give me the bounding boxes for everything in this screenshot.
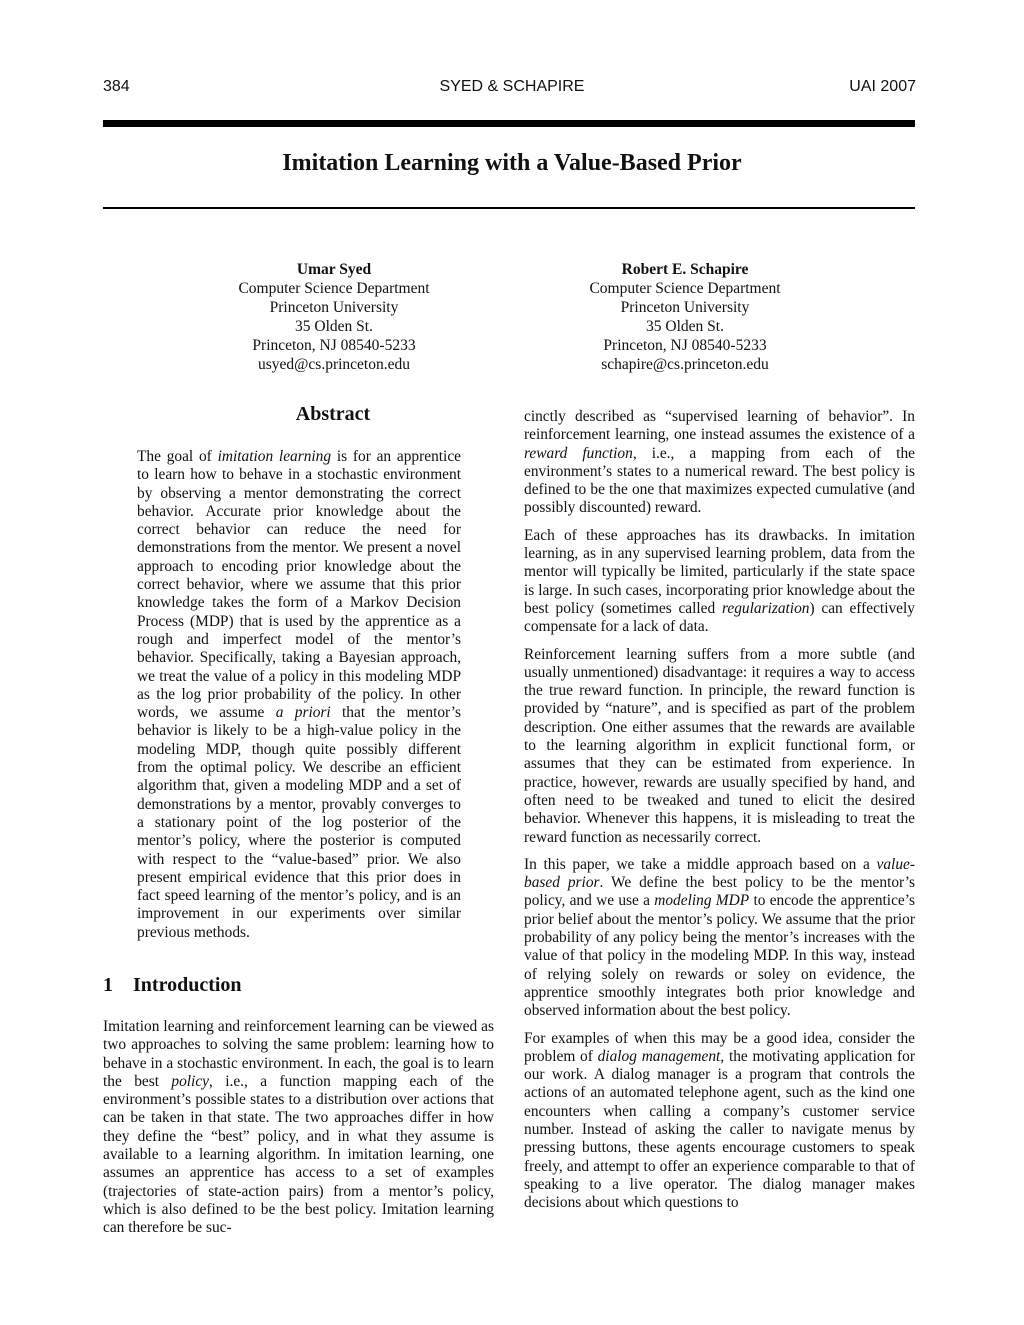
author-name: Umar Syed [296, 261, 372, 278]
introduction-body [103, 1018, 494, 1238]
venue: UAI 2007 [849, 78, 916, 95]
abstract-emphasis: imitation learning [217, 448, 332, 465]
body-text: cinctly described as “supervised learning of behavior”. In reinforcement learning, one instead assumes the existence of a [524, 408, 915, 444]
body-text: . We define the best policy to be the mentor’s policy, and we use a [524, 874, 916, 910]
running-head: SYED & SCHAPIRE [439, 78, 585, 95]
body-text: to encode the apprentice’s prior belief about the mentor’s policy. We assume that the prior probability of any policy being the mentor’s increases with the value of that policy in the modeling MDP. In this way, instead of relying solely on rewards or soley on evidence, the apprentice smoothly integrates both prior knowledge and observed information about the best policy. [524, 892, 915, 1020]
intro-text: Imitation learning and reinforcement learning can be viewed as two approaches to solving the same problem: learning how to behave in a stochastic environment. In each, the goal is to learn the best [103, 1018, 494, 1090]
author-dept: Computer Science Department [589, 280, 781, 297]
author-dept: Computer Science Department [238, 280, 430, 297]
abstract-heading: Abstract [295, 403, 371, 425]
right-column [524, 408, 915, 1221]
author-street: 35 Olden St. [646, 318, 724, 335]
body-text: , the motivating application for our work. A dialog manager is a program that controls the actions of an automated telephone agent, such as the kind one encounters when calling a company’s customer service number. Instead of asking the caller to navigate menus by pressing buttons, these agents encourage customers to speak freely, and attempt to offer an experience comparable to that of speaking to a live operator. The dialog manager makes decisions about which questions to [524, 1047, 915, 1212]
paper-title: Imitation Learning with a Value-Based Prior [282, 150, 742, 176]
author-block-2 [535, 260, 835, 374]
right-paragraph-1 [524, 408, 915, 518]
author-email: schapire@cs.princeton.edu [601, 356, 769, 373]
body-emphasis: dialog management [597, 1047, 721, 1065]
body-emphasis: reward function [524, 444, 633, 462]
body-text: ) can effectively compensate for a lack of data. [524, 599, 915, 636]
title-rule [103, 207, 915, 209]
body-text: In this paper, we take a middle approach based on a [524, 855, 877, 873]
abstract-paragraph [137, 448, 461, 942]
body-text: , i.e., a mapping from each of the environment’s states to a numerical reward. The best policy is defined to be the one that maximizes expected cumulative (and possibly discounted) reward. [524, 444, 915, 517]
author-univ: Princeton University [269, 299, 399, 316]
intro-paragraph [103, 1018, 494, 1238]
author-univ: Princeton University [620, 299, 750, 316]
section-title: Introduction [133, 974, 242, 996]
abstract-text: that the mentor’s behavior is likely to be a high-value policy in the modeling MDP, though quite possibly different from the optimal policy. We describe an efficient algorithm that, given a modeling MDP and a set of demonstrations by a mentor, provably converges to a stationary point of the log posterior of the mentor’s policy, where the posterior is computed with respect to the “value-based” prior. We also present empirical evidence that this prior does in fact speed learning of the mentor’s policy, and is an improvement in our experiments over similar previous methods. [137, 704, 462, 941]
abstract-body [137, 448, 461, 942]
author-email: usyed@cs.princeton.edu [257, 356, 410, 373]
right-paragraph-2 [524, 527, 915, 637]
top-rule [103, 120, 915, 127]
author-city: Princeton, NJ 08540-5233 [603, 337, 767, 354]
abstract-text: The goal of [137, 448, 218, 465]
abstract-text: is for an apprentice to learn how to behave in a stochastic environment by observing a mentor demonstrating the correct behavior. Accurate prior knowledge about the correct behavior can reduce the need for demonstrations from the mentor. We present a novel approach to encoding prior knowledge about the correct behavior, where we assume that this prior knowledge takes the form of a Markov Decision Process (MDP) that is used by the apprentice as a rough and imperfect model of the mentor’s behavior. Specifically, taking a Bayesian approach, we treat the value of a policy in this modeling MDP as the log prior probability of the policy. In other words, we assume [137, 448, 461, 722]
section-heading-introduction [103, 974, 242, 997]
author-block-1 [184, 260, 484, 374]
body-text: For examples of when this may be a good idea, consider the problem of [524, 1029, 915, 1065]
author-city: Princeton, NJ 08540-5233 [252, 337, 416, 354]
right-paragraph-4 [524, 856, 915, 1021]
author-name: Robert E. Schapire [621, 261, 749, 278]
body-text: Each of these approaches has its drawbacks. In imitation learning, as in any supervised learning problem, data from the mentor will typically be limited, particularly if the state space is large. In such cases, incorporating prior knowledge about the best policy (sometimes called [524, 526, 915, 617]
intro-text: , i.e., a function mapping each of the environment’s possible states to a distribution over actions that can be taken in that state. The two approaches differ in how they define the “best” policy, and in what they assume is available to a learning algorithm. In imitation learning, one assumes an apprentice has access to a set of examples (trajectories of state-action pairs) from a mentor’s policy, which is also defined to be the best policy. Imitation learning can therefore be suc- [103, 1072, 494, 1237]
body-emphasis: value-based prior [524, 855, 915, 892]
page-number: 384 [103, 78, 130, 95]
body-emphasis: regularization [721, 599, 810, 617]
author-street: 35 Olden St. [295, 318, 373, 335]
body-emphasis: modeling MDP [654, 892, 750, 910]
section-number: 1 [103, 974, 113, 996]
intro-emphasis: policy [171, 1072, 209, 1090]
right-paragraph-3: Reinforcement learning suffers from a more subtle (and usually unmentioned) disadvantage: it requires a way to access the true reward function. In principle, the reward function is provided by “nature”, and is specified as part of the problem description. One either assumes that the rewards are available to the learning algorithm in explicit functional form, or assumes that they can be estimated from experience. In practice, however, rewards are usually specified by hand, and often need to be tweaked and tuned to elicit the desired behavior. Whenever this happens, it is misleading to treat the reward function as necessarily correct. [524, 645, 915, 846]
abstract-emphasis: a priori [275, 704, 331, 722]
right-paragraph-5 [524, 1030, 915, 1213]
